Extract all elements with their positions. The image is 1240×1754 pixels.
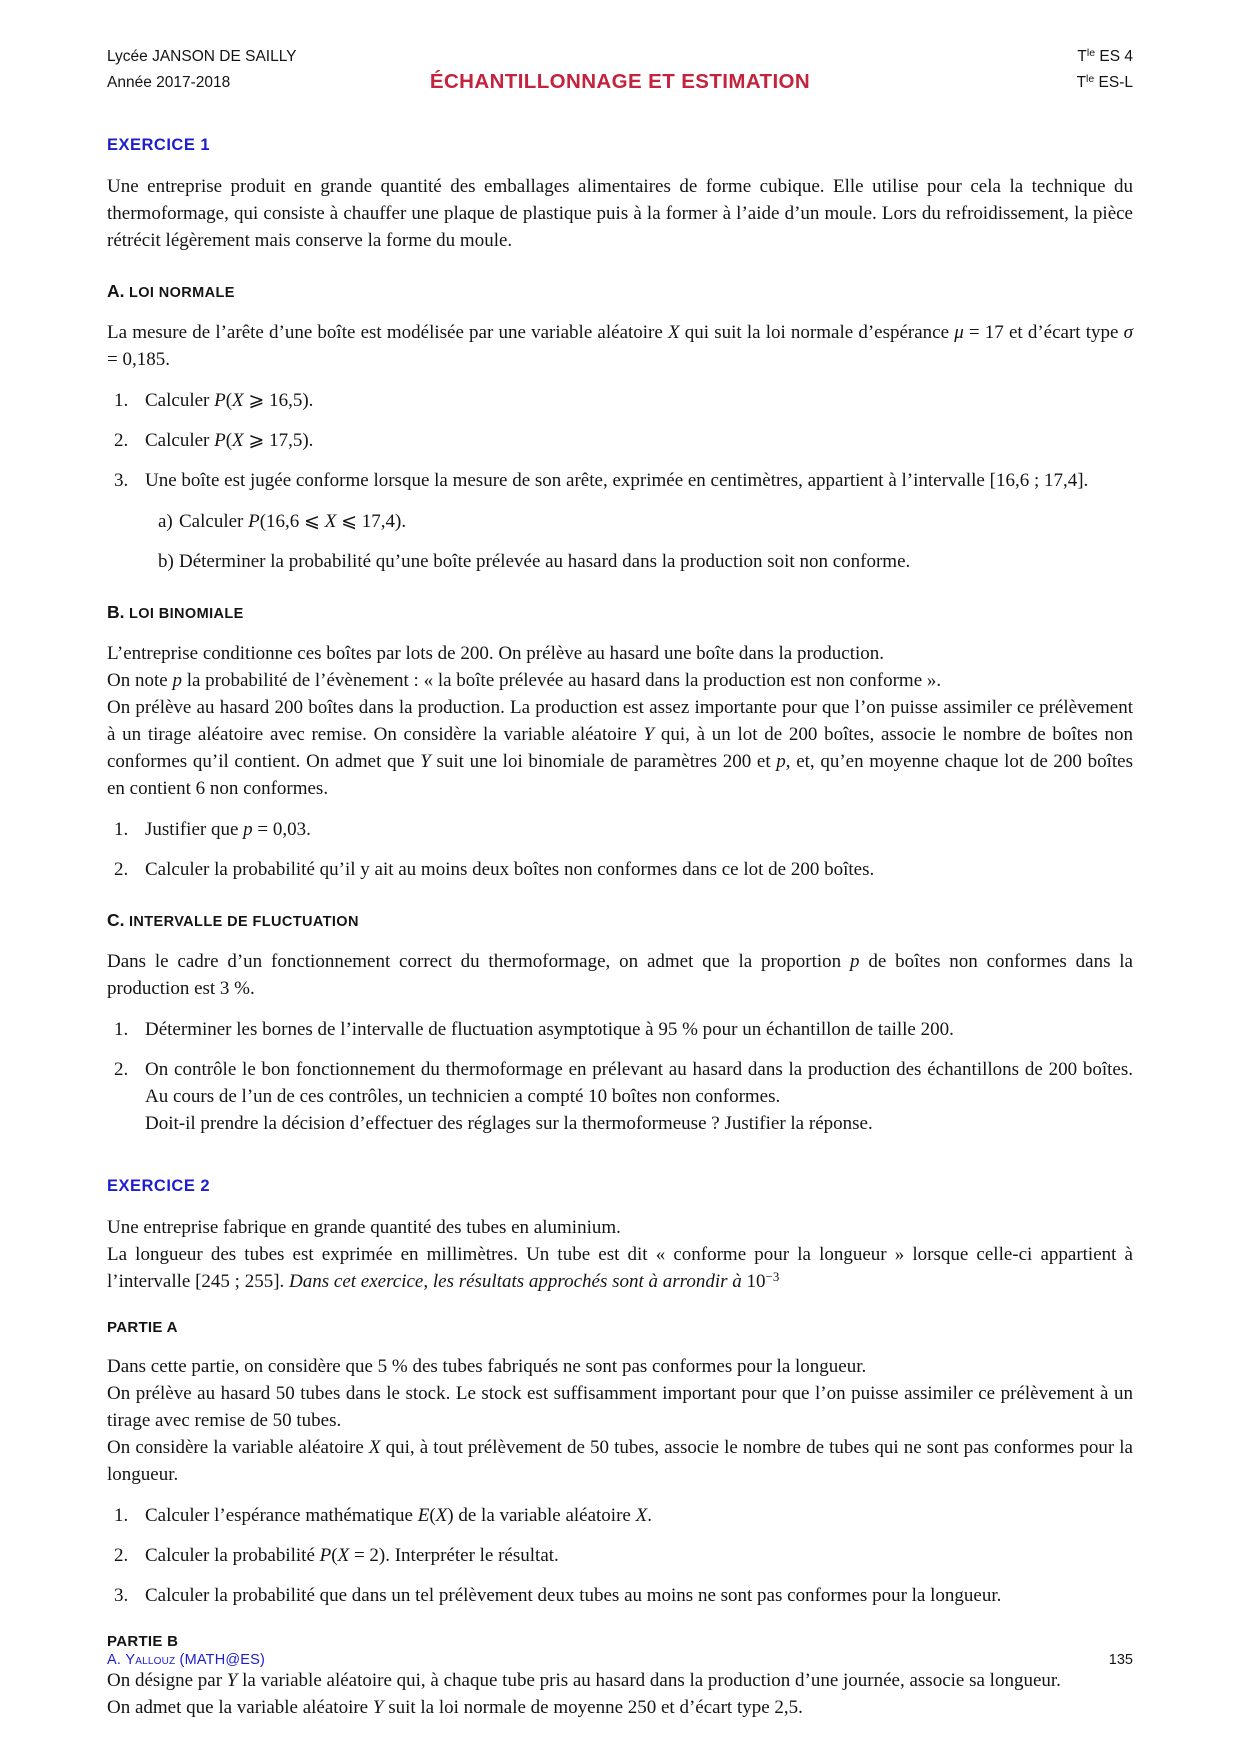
item-text (145, 427, 1133, 454)
text-segment: Une entreprise produit en grande quantité des emballages alimentaires de forme cubique. Elle utilise pour cela la technique du thermoformage, qui consiste à chauffer une plaque de plastique puis à la former à l’aide d’un moule. Lors du refroidissement, la pièce rétrécit légèrement mais conserve la forme du moule. (107, 176, 1133, 251)
section-c-heading (107, 910, 1133, 931)
text-segment: On prélève au hasard 50 tubes dans le stock. Le stock est suffisamment important pour que l’on puisse assimiler ce prélèvement à un tirage avec remise de 50 tubes. (107, 1383, 1133, 1431)
text-segment: Déterminer la probabilité qu’une boîte prélevée au hasard dans la production soit non conforme. (179, 551, 911, 572)
section-c-list (107, 1016, 1133, 1137)
exercise-2-heading: EXERCICE 2 (107, 1177, 211, 1195)
document-header (107, 44, 1133, 96)
text-segment: = 0,185. (107, 349, 170, 370)
text-segment: Une entreprise fabrique en grande quantité des tubes en aluminium. (107, 1217, 621, 1238)
exercise-2-intro (107, 1214, 1133, 1295)
section-b-list (107, 816, 1133, 883)
text-segment: p (776, 751, 786, 772)
text-segment: Yallouz (125, 1652, 176, 1668)
text-segment: p (850, 951, 860, 972)
list-item (107, 387, 1133, 414)
text-segment: p (243, 819, 253, 840)
item-number: 3. (114, 1585, 129, 1606)
item-number: 3. (114, 470, 129, 491)
text-segment: P (214, 430, 226, 451)
item-text (145, 1502, 1133, 1529)
text-segment: qui, à un lot de 200 boîtes, associe le nombre de boîtes non conformes qu’il contient. On admet que (107, 724, 1133, 772)
section-letter: C. (107, 910, 125, 930)
text-segment: X (337, 1545, 350, 1566)
text-segment: A. (107, 1652, 126, 1668)
partie-a-heading: PARTIE A (107, 1319, 178, 1336)
text-segment: On désigne par (107, 1670, 227, 1691)
text-segment: Calculer (145, 430, 215, 451)
text-segment: Calculer la probabilité (145, 1545, 320, 1566)
partie-a-intro (107, 1353, 1133, 1488)
text-segment: μ (954, 322, 964, 343)
list-item (107, 816, 1133, 843)
text-segment: = 17 et d’écart type (963, 322, 1124, 343)
text-segment: ( (429, 1505, 436, 1526)
list-item (107, 427, 1133, 454)
text-segment: Y (226, 1670, 238, 1691)
text-segment: X (667, 322, 680, 343)
section-name: INTERVALLE DE FLUCTUATION (128, 914, 359, 930)
subitem-letter: a) (158, 511, 173, 532)
text-segment: Dans le cadre d’un fonctionnement correct du thermoformage, on admet que la proportion (107, 951, 851, 972)
text-segment: On prélève au hasard 200 boîtes dans la production. La production est assez importante pour que l’on puisse assimiler ce prélèvement à un tirage aléatoire avec remise. On considère la variable aléatoire (107, 697, 1133, 745)
text-segment: X (435, 1505, 448, 1526)
text-segment: X (232, 390, 244, 411)
text-segment: Calculer (179, 511, 249, 532)
section-letter: A. (107, 281, 125, 301)
text-segment: Y (372, 1697, 384, 1718)
item-text (145, 467, 1133, 575)
item-text-main (145, 470, 1088, 491)
page-title: ÉCHANTILLONNAGE ET ESTIMATION (429, 70, 811, 93)
text-segment: la variable aléatoire qui, à chaque tube pris au hasard dans la production d’une journée, associe sa longueur. (237, 1670, 1061, 1691)
item-text (145, 1056, 1133, 1137)
section-b-heading (107, 602, 1133, 623)
item-text (145, 816, 1133, 843)
text-segment: Déterminer les bornes de l’intervalle de fluctuation asymptotique à 95 % pour un échantillon de taille 200. (145, 1019, 954, 1040)
text-segment: E (417, 1505, 430, 1526)
text-segment: La mesure de l’arête d’une boîte est modélisée par une variable aléatoire (107, 322, 668, 343)
partie-a-list (107, 1502, 1133, 1609)
item-number: 1. (114, 1505, 129, 1526)
exercise-1-heading: EXERCICE 1 (107, 136, 211, 154)
text-segment: ⩾ 16,5). (243, 390, 314, 411)
section-a-heading (107, 281, 1133, 302)
school-name: Lycée JANSON DE SAILLY (107, 48, 297, 65)
section-name: LOI BINOMIALE (128, 606, 244, 622)
partie-b-intro (107, 1667, 1133, 1721)
school-year: Année 2017-2018 (107, 74, 231, 91)
item-number: 1. (114, 390, 129, 411)
text-segment: p (172, 670, 182, 691)
item-text (145, 1016, 1133, 1043)
section-letter: B. (107, 602, 125, 622)
sublist-item (145, 548, 1133, 575)
section-a-list (107, 387, 1133, 575)
text-segment: Dans cette partie, on considère que 5 % des tubes fabriqués ne sont pas conformes pour la longueur. (107, 1356, 867, 1377)
text-segment: σ (1123, 322, 1133, 343)
text-segment: (MATH@ES) (175, 1652, 266, 1668)
item-text (145, 856, 1133, 883)
exercise-1-intro (107, 173, 1133, 254)
item-number: 2. (114, 859, 129, 880)
text-segment: qui, à tout prélèvement de 50 tubes, associe le nombre de tubes qui ne sont pas conformes pour la longueur. (107, 1437, 1133, 1485)
text-segment: = 2). Interpréter le résultat. (349, 1545, 559, 1566)
class-label-2 (810, 70, 1133, 96)
list-item (107, 1502, 1133, 1529)
class-label-1 (810, 44, 1133, 70)
item-number: 1. (114, 819, 129, 840)
text-segment: qui suit la loi normale d’espérance (679, 322, 955, 343)
text-segment: P (319, 1545, 332, 1566)
item-number: 2. (114, 1059, 129, 1080)
list-item (107, 1016, 1133, 1043)
subitem-text (179, 548, 1133, 575)
text-segment: Dans cet exercice, les résultats approchés sont à arrondir à (289, 1271, 742, 1292)
text-segment: Y (420, 751, 431, 772)
text-segment: ) de la variable aléatoire (447, 1505, 636, 1526)
subitem-text (179, 508, 1133, 535)
text-segment: −3 (765, 1269, 780, 1285)
text-segment: On note (107, 670, 173, 691)
text-segment: ( (225, 390, 233, 411)
section-a-intro (107, 319, 1133, 373)
text-segment: suit la loi normale de moyenne 250 et d’écart type 2,5. (383, 1697, 803, 1718)
section-c-intro (107, 948, 1133, 1002)
text-segment: ( (225, 430, 233, 451)
text-segment: La longueur des tubes est exprimée en millimètres. Un tube est dit « conforme pour la longueur » lorsque celle-ci appartient à l’intervalle [245 ; 255]. (107, 1244, 1133, 1292)
text-segment: ⩽ 17,4). (336, 511, 407, 532)
text-segment: Y (643, 724, 655, 745)
header-left (107, 44, 430, 96)
text-segment: Calculer la probabilité que dans un tel prélèvement deux tubes au moins ne sont pas conformes pour la longueur. (145, 1585, 1002, 1606)
text-segment: Une boîte est jugée conforme lorsque la mesure de son arête, exprimée en centimètres, appartient à l’intervalle [16,6 ; 17,4]. (145, 470, 1089, 491)
text-segment: le (1086, 47, 1096, 60)
item-text (145, 1582, 1133, 1609)
text-segment: ⩾ 17,5). (243, 430, 314, 451)
text-segment: X (635, 1505, 648, 1526)
list-item (107, 1542, 1133, 1569)
text-segment: (16,6 ⩽ (259, 511, 325, 532)
text-segment: On admet que la variable aléatoire (107, 1697, 373, 1718)
text-segment: On considère la variable aléatoire (107, 1437, 369, 1458)
text-segment: le (1086, 73, 1095, 86)
partie-b-heading: PARTIE B (107, 1633, 179, 1650)
list-item (107, 1056, 1133, 1137)
text-segment: T (1077, 48, 1087, 65)
list-item (107, 856, 1133, 883)
text-segment: ES-L (1094, 74, 1133, 91)
text-segment: 10 (741, 1271, 766, 1292)
text-segment: = 0,03. (252, 819, 311, 840)
text-segment: de boîtes non conformes dans la production est 3 %. (107, 951, 1133, 999)
text-segment: ES 4 (1095, 48, 1133, 65)
text-segment: Calculer l’espérance mathématique (145, 1505, 418, 1526)
text-segment: ( (331, 1545, 338, 1566)
text-segment: Justifier que (145, 819, 244, 840)
document-footer (107, 1652, 1133, 1668)
text-segment: P (248, 511, 260, 532)
item-number: 2. (114, 430, 129, 451)
list-item (107, 1582, 1133, 1609)
section-b-intro (107, 640, 1133, 802)
footer-page-number: 135 (1108, 1652, 1133, 1668)
text-segment: Calculer la probabilité qu’il y ait au moins deux boîtes non conformes dans ce lot de 200 boîtes. (145, 859, 875, 880)
sublist (145, 508, 1133, 575)
header-right (810, 44, 1133, 96)
text-segment: . (647, 1505, 652, 1526)
text-segment: X (232, 430, 244, 451)
text-segment: L’entreprise conditionne ces boîtes par lots de 200. On prélève au hasard une boîte dans la production. (107, 643, 885, 664)
subitem-letter: b) (158, 551, 174, 572)
text-segment: X (368, 1437, 381, 1458)
text-segment: X (324, 511, 337, 532)
text-segment: la probabilité de l’évènement : « la boîte prélevée au hasard dans la production est non conforme ». (181, 670, 942, 691)
item-number: 1. (114, 1019, 129, 1040)
text-segment: suit une loi binomiale de paramètres 200 et (430, 751, 777, 772)
text-segment: Calculer (145, 390, 215, 411)
text-segment: Doit-il prendre la décision d’effectuer des réglages sur la thermoformeuse ? Justifier la réponse. (145, 1113, 873, 1134)
sublist-item (145, 508, 1133, 535)
section-name: LOI NORMALE (128, 285, 235, 301)
text-segment: P (214, 390, 226, 411)
text-segment: On contrôle le bon fonctionnement du thermoformage en prélevant au hasard dans la production des échantillons de 200 boîtes. Au cours de l’un de ces contrôles, un technicien a compté 10 boîtes non conformes. (145, 1059, 1133, 1107)
text-segment: T (1076, 74, 1087, 91)
item-text (145, 387, 1133, 414)
text-segment: , et, qu’en moyenne chaque lot de 200 boîtes en contient 6 non conformes. (107, 751, 1133, 799)
item-number: 2. (114, 1545, 129, 1566)
footer-author (107, 1652, 265, 1668)
item-text (145, 1542, 1133, 1569)
list-item (107, 467, 1133, 575)
